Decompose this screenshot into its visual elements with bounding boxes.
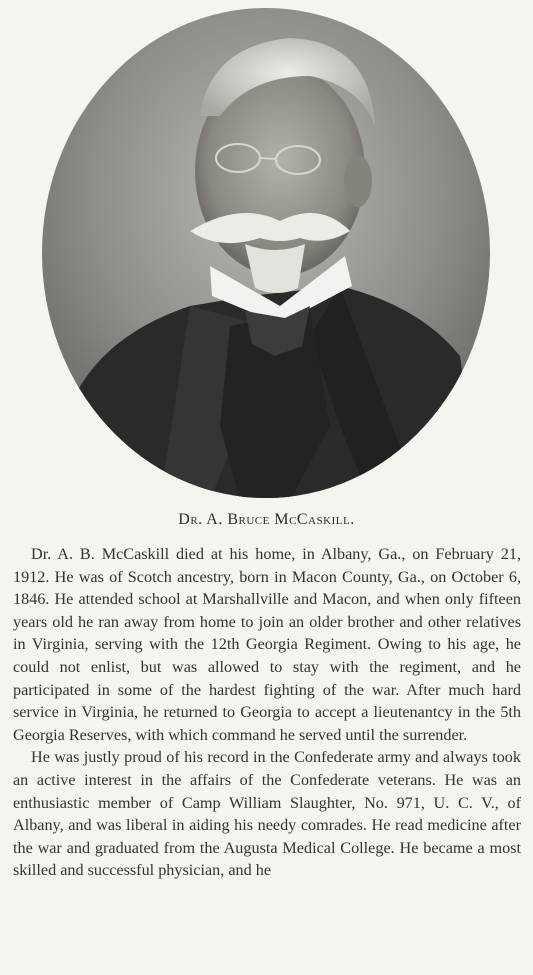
paragraph: Dr. A. B. McCaskill died at his home, in Albany, Ga., on February 21, 1912. He was of Scotch ancestry, born in Macon County, Ga., on October 6, 1846. He attended school at Marshallville and Macon, and when only fifteen years old he ran away from home to join an older brother and other relatives in Virginia, serving with the 12th Georgia Regiment. Owing to his age, he could not enlist, but was allowed to stay with the regiment, and he participated in some of the hardest fighting of the war. After much hard service in Virginia, he returned to Georgia to accept a lieutenantcy in the 5th Georgia Reserves, with which command he served until the surrender. (13, 545, 521, 744)
obituary-text (13, 543, 521, 882)
paragraph: He was justly proud of his record in the Confederate army and always took an active interest in the affairs of the Confederate veterans. He was an enthusiastic member of Camp William Slaughter, No. 971, U. C. V., of Albany, and was liberal in aiding his needy comrades. He read medicine after the war and graduated from the Augusta Medical College. He became a most skilled and successful physician, and he (13, 748, 521, 880)
portrait-caption: Dr. A. Bruce McCaskill. (178, 511, 355, 528)
portrait-photo (40, 6, 492, 500)
